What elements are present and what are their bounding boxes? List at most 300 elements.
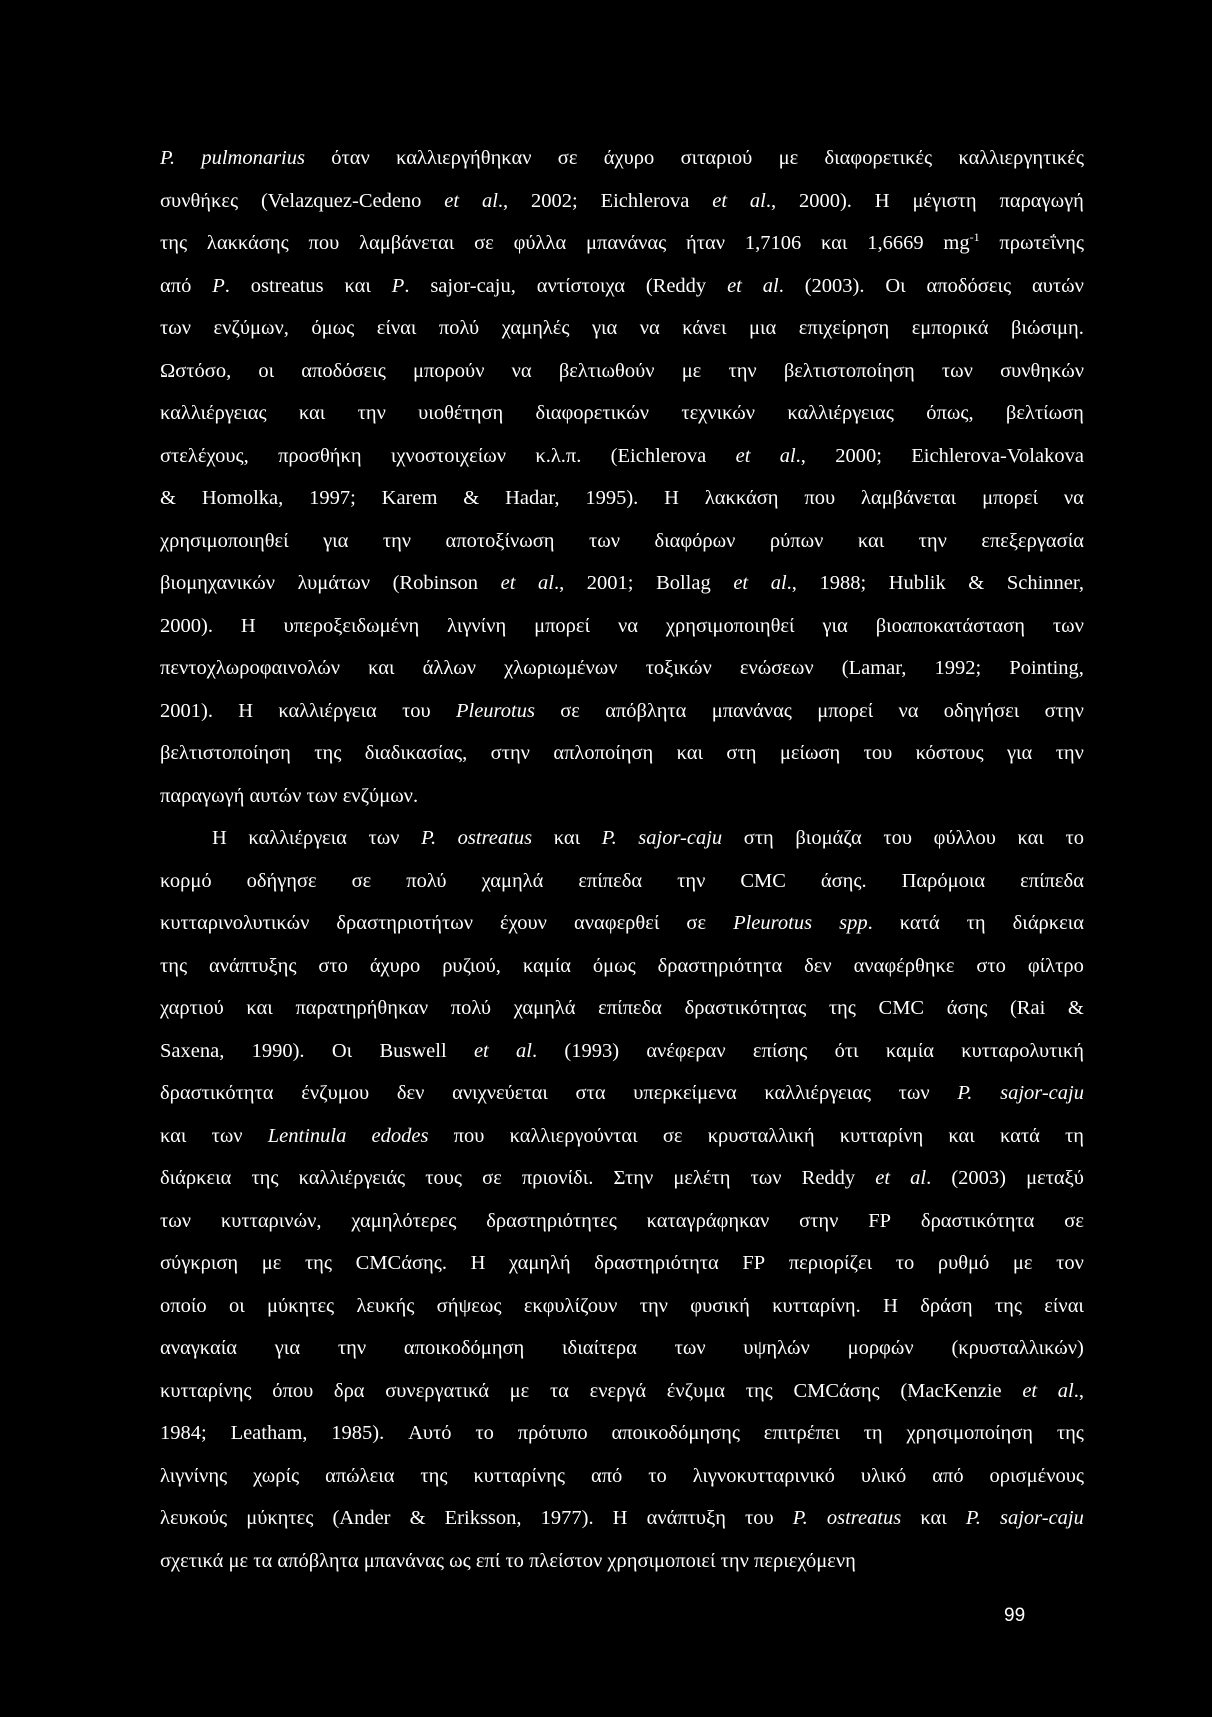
word	[648, 1455, 667, 1498]
word	[681, 392, 755, 435]
word	[160, 775, 244, 818]
text-line	[160, 1072, 1084, 1115]
text-fragment: των	[1052, 614, 1084, 637]
word	[278, 690, 376, 733]
word	[858, 520, 884, 563]
word	[318, 945, 348, 988]
word	[726, 732, 756, 775]
word	[920, 1285, 972, 1328]
text-line	[160, 987, 1084, 1030]
text-fragment: σε	[662, 1124, 683, 1147]
word	[740, 860, 786, 903]
text-fragment: (MacKenzie	[900, 1379, 1002, 1402]
word	[920, 1497, 946, 1540]
text-fragment: (Velazquez-Cedeno	[260, 189, 422, 212]
word	[663, 1115, 683, 1158]
word	[510, 1115, 638, 1158]
word	[750, 180, 776, 223]
text-line	[160, 902, 1084, 945]
word	[1007, 562, 1084, 605]
text-fragment: μια	[749, 317, 777, 339]
word	[385, 1370, 489, 1413]
word	[875, 1157, 890, 1200]
text-fragment: ενζύμων,	[213, 317, 289, 339]
text-fragment: σήψεως	[436, 1294, 502, 1317]
text-fragment: λιγνίνη	[447, 614, 507, 637]
word	[160, 1412, 207, 1455]
text-fragment: αναφερθεί	[573, 912, 660, 934]
word	[784, 350, 915, 393]
word	[305, 1242, 332, 1285]
word	[728, 350, 756, 393]
word	[1006, 392, 1084, 435]
word	[883, 817, 912, 860]
word	[253, 1455, 299, 1498]
text-fragment: καλλιεργητικές	[958, 147, 1084, 169]
text-fragment: της	[828, 997, 856, 1019]
word	[948, 1115, 974, 1158]
word	[425, 1157, 462, 1200]
text-fragment: Buswell	[379, 1039, 447, 1062]
text-fragment: διαδικασίας,	[364, 742, 468, 764]
text-fragment: FP	[868, 1209, 892, 1232]
word	[721, 1540, 749, 1583]
text-fragment: όταν	[331, 147, 370, 169]
word	[550, 1370, 569, 1413]
text-fragment: βελτιστοποίηση	[160, 742, 291, 764]
text-line	[160, 775, 1084, 818]
word	[943, 222, 979, 265]
word	[876, 605, 1025, 648]
word	[1026, 1157, 1084, 1200]
text-fragment: λευκής	[356, 1294, 415, 1317]
text-line	[160, 1157, 1084, 1200]
word	[160, 520, 289, 563]
text-fragment: που	[804, 487, 836, 509]
word	[677, 860, 705, 903]
text-fragment: 2000).	[798, 189, 852, 212]
word	[541, 1497, 594, 1540]
text-line	[160, 860, 1084, 903]
word	[1022, 1370, 1037, 1413]
text-fragment: ενεργά	[589, 1379, 647, 1402]
text-line	[160, 1497, 1084, 1540]
text-fragment: με	[509, 1379, 530, 1402]
text-fragment: επί	[475, 1549, 501, 1572]
word	[745, 222, 801, 265]
text-line	[160, 180, 1084, 223]
word	[439, 307, 479, 350]
word	[529, 1540, 602, 1583]
word	[445, 1497, 522, 1540]
text-fragment: μεταξύ	[1026, 1167, 1084, 1189]
word	[605, 690, 686, 733]
word	[889, 562, 946, 605]
word	[160, 690, 213, 733]
word	[160, 945, 187, 988]
word	[474, 222, 494, 265]
word	[160, 1370, 252, 1413]
word	[799, 307, 889, 350]
word	[1045, 690, 1084, 733]
text-fragment: επίπεδα	[578, 869, 643, 892]
text-fragment: λακκάση	[704, 487, 779, 509]
word	[404, 1327, 524, 1370]
text-fragment: των	[898, 1082, 930, 1104]
text-fragment: χαμηλότερες	[351, 1209, 457, 1232]
text-fragment: κ.λ.π.	[535, 444, 582, 467]
word	[957, 1072, 972, 1115]
text-fragment: διαφορετικών	[535, 402, 650, 424]
word	[277, 1540, 358, 1583]
word	[423, 647, 476, 690]
word	[421, 817, 436, 860]
text-fragment: των	[588, 529, 620, 552]
word	[944, 690, 1020, 733]
text-fragment: ως	[449, 1549, 471, 1572]
text-fragment: χρησιμοποιεί	[607, 1549, 716, 1572]
text-fragment: με	[1012, 1252, 1033, 1274]
text-fragment: Hublik	[888, 572, 946, 594]
text-fragment: των	[941, 359, 973, 382]
text-fragment: Schinner,	[1006, 572, 1084, 594]
word	[420, 1455, 447, 1498]
word	[364, 1540, 444, 1583]
word	[393, 562, 478, 605]
italic-text: al	[762, 274, 779, 297]
word	[538, 562, 564, 605]
word	[267, 1285, 334, 1328]
word	[598, 987, 662, 1030]
text-fragment: 1977).	[540, 1507, 594, 1529]
word	[686, 222, 725, 265]
text-fragment: την	[728, 359, 757, 382]
text-fragment: παραγωγή	[999, 189, 1084, 212]
text-fragment: τους	[425, 1167, 463, 1189]
text-fragment: είναι	[1044, 1294, 1084, 1317]
text-fragment: ρυζιού,	[442, 954, 501, 977]
word	[251, 1157, 278, 1200]
text-fragment: την	[1055, 742, 1084, 764]
word	[990, 1455, 1084, 1498]
text-fragment: διαφορετικές	[824, 147, 933, 169]
text-fragment: ανάπτυξης	[208, 954, 297, 977]
text-fragment: το	[895, 1252, 915, 1274]
text-fragment: και	[160, 1124, 187, 1147]
word	[160, 732, 291, 775]
text-fragment: να	[639, 317, 660, 339]
text-fragment: από	[160, 274, 192, 297]
italic-text: et	[875, 1167, 891, 1189]
word	[534, 605, 590, 648]
text-fragment: απλοποίηση	[553, 742, 654, 764]
text-fragment: πρότυπο	[517, 1422, 588, 1444]
word	[745, 1497, 774, 1540]
word	[779, 137, 799, 180]
text-fragment: για	[1006, 742, 1033, 764]
text-fragment: φύλλου	[933, 827, 996, 849]
word	[510, 1370, 530, 1413]
text-fragment: .,	[795, 444, 806, 467]
word	[867, 222, 923, 265]
text-fragment: CMC	[740, 869, 786, 892]
text-fragment: χρησιμοποιηθεί	[160, 529, 289, 552]
text-fragment: αποδόσεις	[926, 274, 1012, 297]
text-fragment: (κρυσταλλικών)	[951, 1337, 1084, 1359]
word	[505, 1540, 524, 1583]
text-fragment: καλλιέργειάς	[298, 1167, 406, 1189]
text-fragment: με	[228, 1549, 249, 1572]
word	[907, 1412, 1033, 1455]
text-fragment: CMCάσης.	[355, 1252, 447, 1274]
word	[379, 1030, 446, 1073]
text-fragment: ότι	[834, 1039, 859, 1062]
word	[298, 562, 370, 605]
word	[491, 732, 530, 775]
text-fragment: κάνει	[682, 317, 727, 339]
text-fragment: επίσης	[752, 1039, 808, 1062]
word	[835, 435, 882, 478]
word	[275, 1327, 300, 1370]
word	[516, 1030, 537, 1073]
word	[482, 860, 544, 903]
word	[323, 520, 348, 563]
italic-text: sajor-caju	[638, 827, 723, 849]
text-fragment: δεν	[804, 954, 832, 977]
text-fragment: μέγιστη	[912, 189, 977, 212]
text-fragment: ρυθμό	[937, 1252, 990, 1274]
word	[611, 435, 707, 478]
superscript-text: -1	[969, 230, 980, 245]
word	[898, 690, 918, 733]
word	[912, 180, 976, 223]
text-fragment: συνθηκών	[1000, 359, 1084, 382]
text-fragment: στη	[726, 742, 757, 764]
text-fragment: πλείστον	[529, 1549, 603, 1572]
text-fragment: επιχείρηση	[798, 317, 890, 339]
text-fragment: περιεχόμενη	[754, 1549, 856, 1572]
text-fragment: μπανάνας	[363, 1549, 444, 1572]
word	[656, 562, 711, 605]
word	[246, 987, 272, 1030]
text-line	[160, 1030, 1084, 1073]
italic-text: P.	[965, 1507, 981, 1529]
word	[559, 350, 655, 393]
word	[821, 860, 867, 903]
word	[447, 605, 506, 648]
word	[1057, 1412, 1084, 1455]
text-fragment: επιτρέπει	[763, 1422, 840, 1444]
word	[1013, 1242, 1033, 1285]
text-fragment: Οι	[331, 1039, 353, 1062]
text-fragment: 2000).	[160, 614, 213, 637]
word	[708, 1115, 815, 1158]
word	[332, 1030, 352, 1073]
italic-text: P	[212, 274, 225, 297]
word	[673, 1157, 730, 1200]
text-fragment: 1988;	[819, 572, 867, 594]
word	[535, 435, 581, 478]
word	[677, 732, 703, 775]
word	[705, 477, 779, 520]
italic-text: ostreatus	[826, 1507, 902, 1529]
text-line	[160, 562, 1084, 605]
text-fragment: κυτταρίνη.	[772, 1294, 861, 1317]
word	[682, 350, 702, 393]
text-fragment: χρησιμοποίηση	[906, 1422, 1033, 1444]
text-fragment: .,	[553, 572, 565, 594]
text-fragment: προσθήκη	[278, 444, 362, 467]
italic-text: Lentinula	[267, 1124, 347, 1147]
italic-text: al	[910, 1167, 927, 1189]
text-fragment: απόβλητα	[605, 699, 687, 722]
word	[501, 562, 516, 605]
text-fragment: στη	[743, 827, 774, 849]
page-number: 99	[1004, 1605, 1026, 1626]
word	[463, 477, 479, 520]
word	[593, 945, 636, 988]
text-fragment: κατά	[899, 912, 940, 934]
word	[410, 1497, 426, 1540]
text-fragment: καλλιεργούνται	[509, 1124, 638, 1147]
text-fragment: συνεργατικά	[385, 1379, 489, 1402]
italic-text: et	[473, 1039, 489, 1062]
text-fragment: Karem	[381, 487, 438, 509]
word	[868, 1200, 891, 1243]
word	[967, 902, 986, 945]
word	[451, 987, 491, 1030]
text-fragment: της	[160, 954, 188, 977]
word	[334, 1370, 365, 1413]
text-fragment: Eriksson,	[444, 1507, 522, 1529]
text-fragment: 1995).	[585, 487, 639, 509]
text-fragment: τοξικών	[645, 657, 712, 679]
text-fragment: 2001;	[586, 572, 634, 594]
text-fragment: Στην	[613, 1167, 654, 1189]
text-fragment: λευκούς	[160, 1507, 228, 1529]
text-fragment: Pointing,	[1009, 657, 1084, 679]
text-fragment: Αυτό	[408, 1422, 452, 1444]
text-line	[160, 732, 1084, 775]
word	[338, 1327, 366, 1370]
word	[250, 775, 302, 818]
word	[1017, 817, 1043, 860]
italic-text: et	[500, 572, 516, 594]
text-fragment: απόβλητα	[277, 1549, 359, 1572]
text-fragment: βελτιστοποίηση	[783, 359, 915, 382]
text-fragment: μορφών	[847, 1337, 914, 1359]
word	[392, 265, 410, 308]
word	[562, 1327, 637, 1370]
word	[819, 562, 866, 605]
word	[268, 1115, 347, 1158]
word	[160, 1157, 231, 1200]
word	[229, 1540, 249, 1583]
word	[397, 1072, 425, 1115]
text-fragment: με	[261, 1252, 282, 1274]
word	[301, 350, 386, 393]
text-fragment: καλλιέργειας	[160, 402, 267, 424]
word	[576, 1072, 606, 1115]
text-fragment: Η	[612, 1507, 628, 1529]
word	[261, 180, 422, 223]
text-fragment: των	[368, 827, 400, 849]
word	[456, 690, 535, 733]
text-fragment: χρησιμοποιηθεί	[665, 614, 795, 637]
word	[574, 902, 659, 945]
word	[482, 1157, 502, 1200]
italic-text: et	[733, 572, 749, 594]
italic-text: al	[1057, 1379, 1074, 1402]
word	[733, 902, 812, 945]
text-fragment: (2003).	[804, 274, 865, 297]
italic-text: sajor-caju	[1000, 1082, 1084, 1104]
word	[947, 987, 988, 1030]
text-fragment: μπανάνας	[711, 699, 792, 722]
text-fragment: δραστηριότητα	[594, 1252, 719, 1274]
word	[553, 732, 653, 775]
word	[911, 435, 1084, 478]
word	[966, 1497, 981, 1540]
text-line	[160, 1455, 1084, 1498]
word	[864, 732, 893, 775]
text-fragment: αυτών	[1031, 274, 1084, 297]
text-fragment: και	[821, 232, 848, 254]
word	[961, 1030, 1084, 1073]
word	[160, 1115, 186, 1158]
word	[247, 860, 317, 903]
word	[160, 1200, 191, 1243]
word	[875, 180, 890, 223]
text-fragment: Ωστόσο,	[160, 359, 232, 382]
text-fragment: &	[968, 572, 985, 594]
word	[564, 1030, 619, 1073]
word	[474, 1030, 489, 1073]
text-fragment: βιομηχανικών	[160, 572, 275, 594]
word	[861, 477, 956, 520]
text-fragment: επίπεδα	[1020, 869, 1084, 892]
text-fragment: υιοθέτηση	[418, 402, 504, 424]
text-fragment: δραστηριότητα	[657, 954, 783, 977]
word	[618, 605, 638, 648]
word	[160, 180, 238, 223]
text-fragment: το	[505, 1549, 524, 1572]
word	[1009, 647, 1084, 690]
text-fragment: Η	[240, 614, 256, 637]
word	[646, 647, 712, 690]
text-fragment: των	[211, 1124, 243, 1147]
word	[413, 350, 485, 393]
italic-text: al	[779, 444, 796, 467]
word	[770, 520, 824, 563]
text-fragment: χαμηλά	[513, 997, 576, 1019]
word	[586, 222, 666, 265]
text-fragment: καμία	[885, 1039, 934, 1062]
text-fragment: καταγράφηκαν	[646, 1209, 770, 1232]
word	[160, 647, 340, 690]
word	[780, 732, 840, 775]
word	[251, 265, 324, 308]
word	[727, 265, 742, 308]
word	[370, 945, 420, 988]
word	[160, 265, 191, 308]
word	[1053, 605, 1084, 648]
word	[160, 1540, 223, 1583]
word	[1064, 477, 1084, 520]
text-fragment: αναγκαία	[160, 1337, 237, 1359]
text-fragment: του	[883, 827, 913, 849]
word	[799, 1200, 838, 1243]
